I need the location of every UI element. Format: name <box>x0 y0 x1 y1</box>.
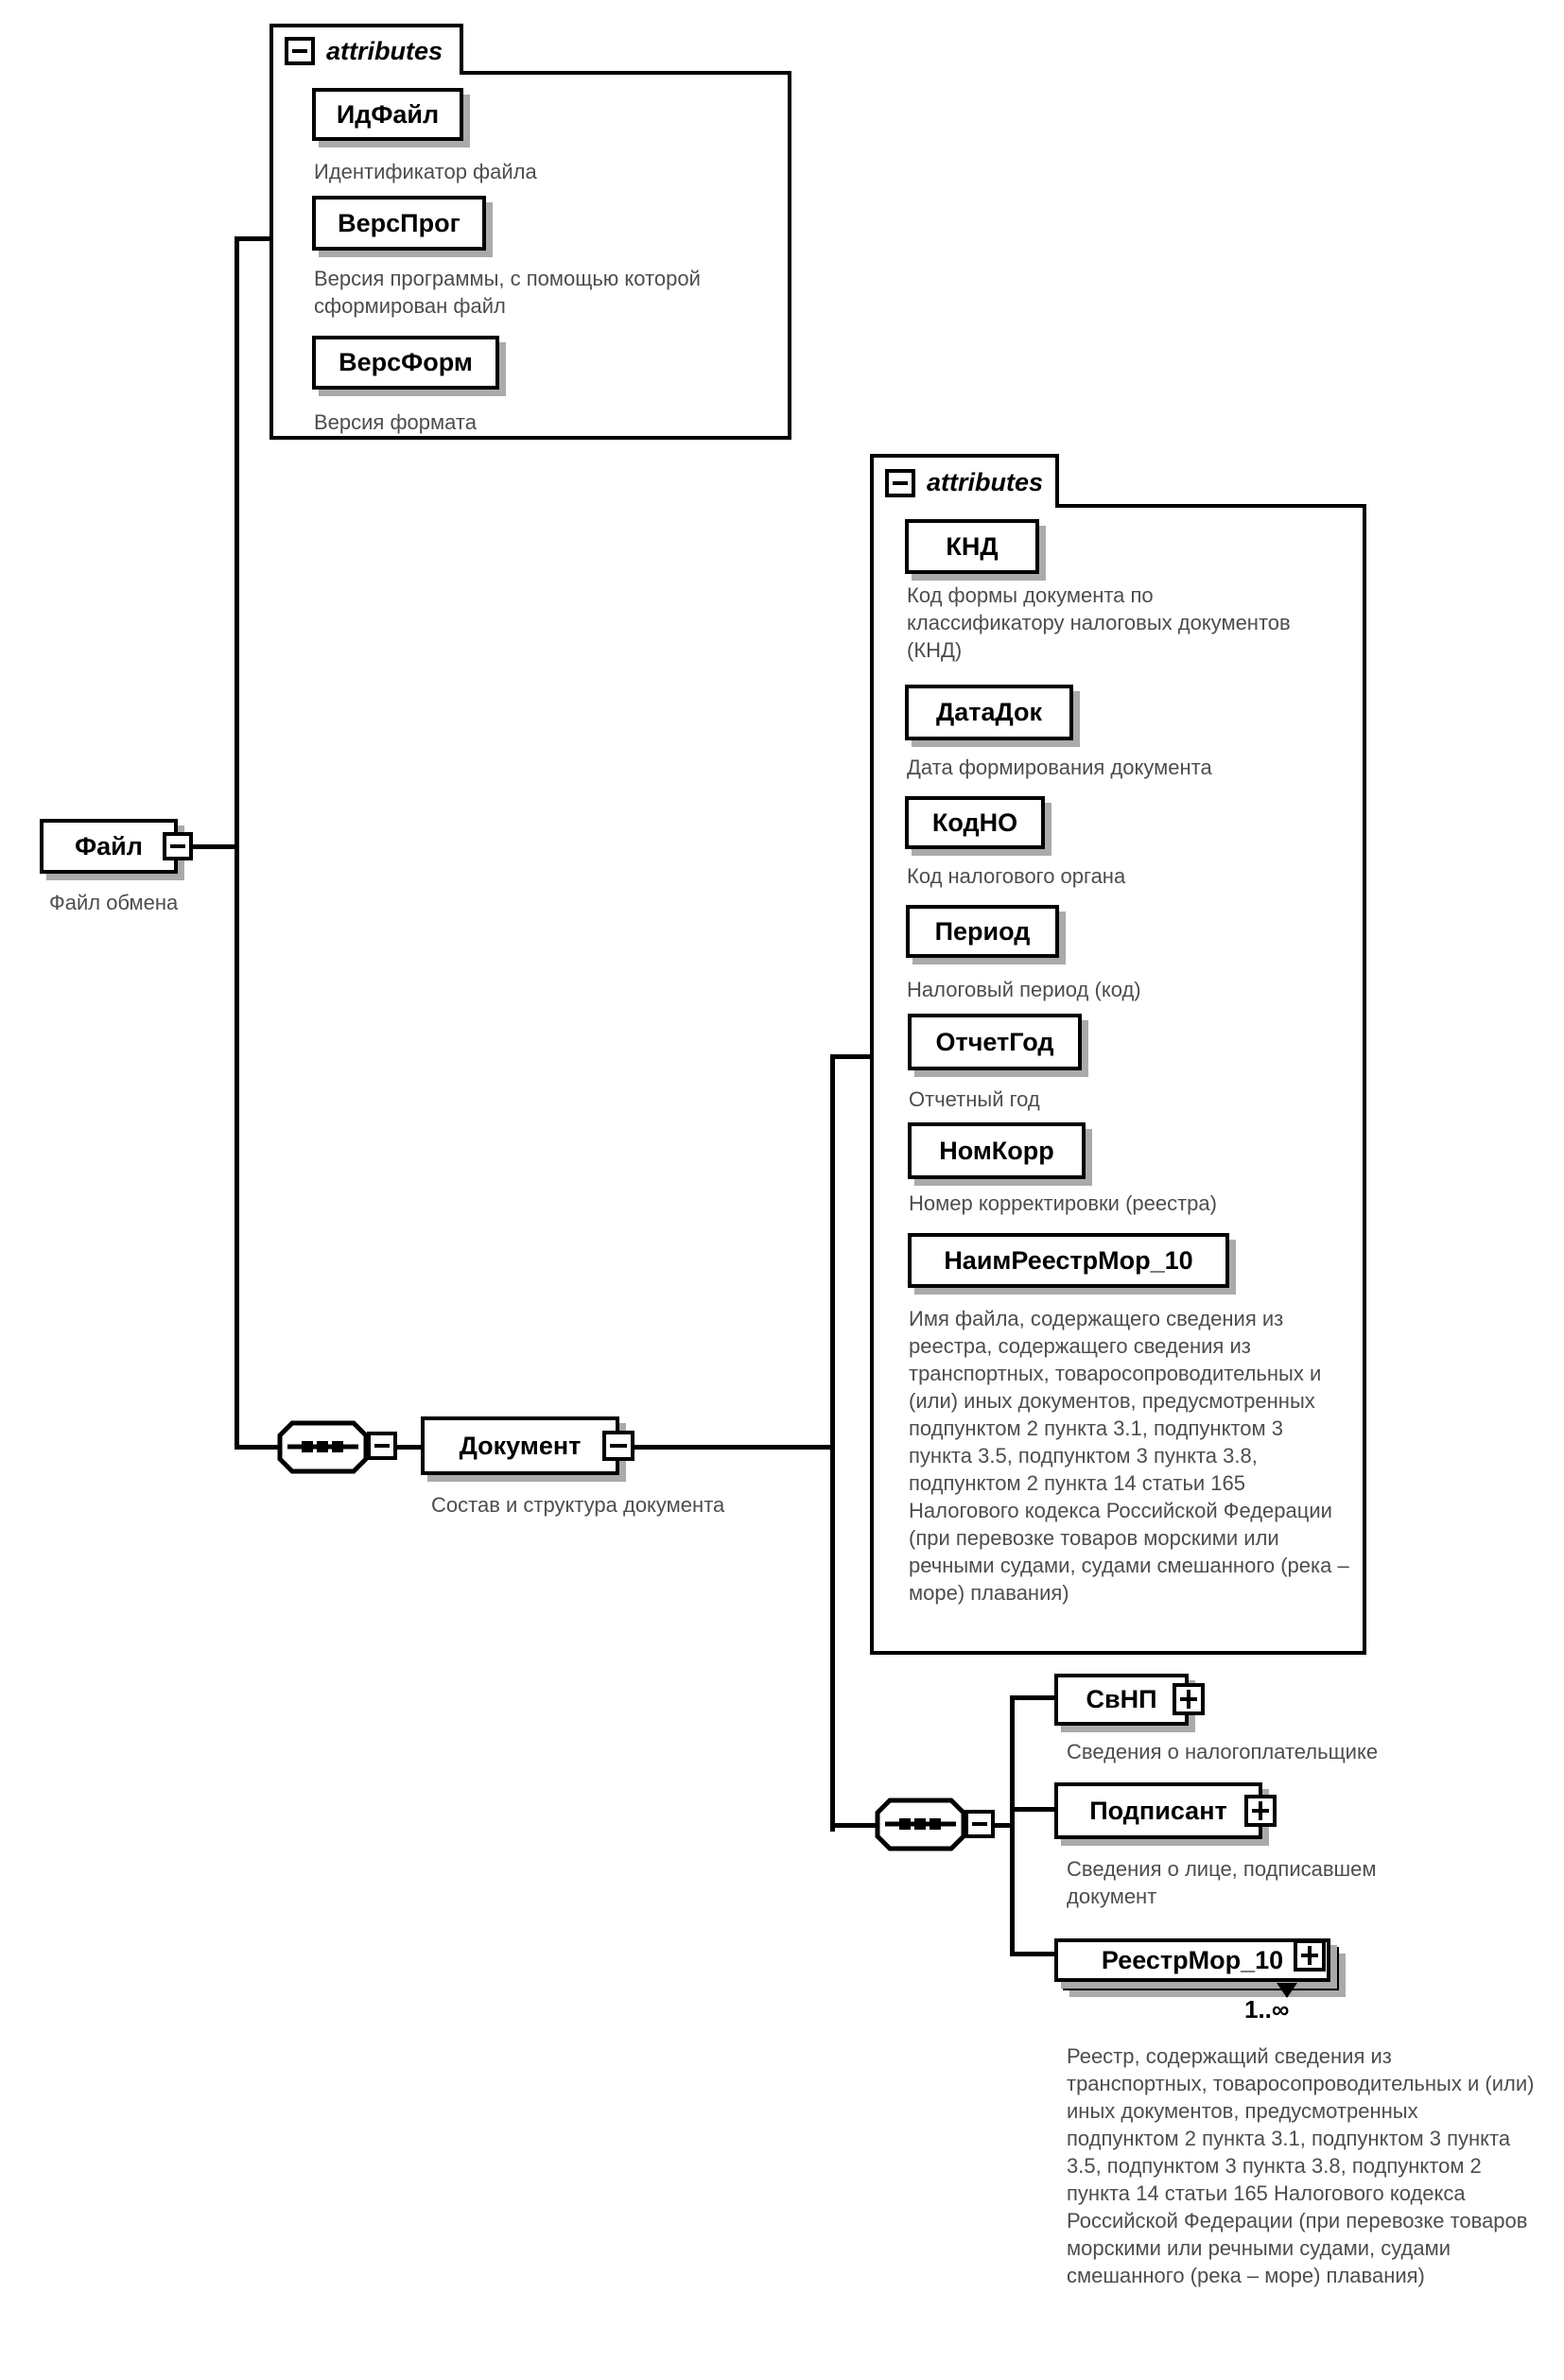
sequence-collapse-icon[interactable] <box>964 1810 995 1838</box>
attribute-label: НаимРеестрМор_10 <box>944 1245 1193 1275</box>
element-reestrmor-expand-icon[interactable] <box>1294 1939 1326 1972</box>
attribute-otchetgod-desc: Отчетный год <box>909 1087 1040 1111</box>
element-podpisant-desc: Сведения о лице, подписавшем документ <box>1067 1857 1377 1908</box>
attributes-header: attributes <box>927 468 1044 496</box>
element-svnp[interactable] <box>1054 1674 1189 1726</box>
element-document-collapse-icon[interactable] <box>602 1431 634 1461</box>
attribute-nomkorr[interactable] <box>908 1122 1086 1179</box>
connector-line <box>1010 1807 1056 1812</box>
connector-line <box>235 1445 279 1450</box>
attribute-period-desc: Налоговый период (код) <box>907 978 1141 1001</box>
attribute-knd[interactable] <box>905 519 1039 574</box>
attribute-label: КНД <box>946 531 999 561</box>
element-svnp-desc: Сведения о налогоплательщике <box>1067 1740 1379 1763</box>
attribute-label: ДатаДок <box>935 698 1043 726</box>
connector-line <box>830 1054 873 1059</box>
occurrence-label: 1..∞ <box>1244 1995 1290 2024</box>
attribute-label: ВерсФорм <box>339 348 473 376</box>
attribute-idfajl-desc: Идентификатор файла <box>314 160 537 183</box>
connector-line <box>633 1445 834 1450</box>
element-label: Документ <box>459 1431 582 1460</box>
element-label: СвНП <box>1086 1685 1157 1713</box>
connector-line <box>235 236 239 1450</box>
attribute-versprog[interactable] <box>312 196 486 251</box>
attribute-nomkorr-desc: Номер корректировки (реестра) <box>909 1191 1217 1215</box>
element-file[interactable] <box>40 819 178 874</box>
element-file-desc: Файл обмена <box>49 891 179 914</box>
element-document-desc: Состав и структура документа <box>431 1493 725 1517</box>
element-file-collapse-icon[interactable] <box>163 832 193 860</box>
connector-line <box>1010 1952 1056 1956</box>
attribute-label: ВерсПрог <box>338 208 461 237</box>
connector-line <box>830 1823 877 1828</box>
element-svnp-expand-icon[interactable] <box>1173 1683 1205 1715</box>
connector-line <box>830 1054 835 1832</box>
attribute-datadok-desc: Дата формирования документа <box>907 756 1212 779</box>
document-attributes-tab <box>870 454 1059 508</box>
sequence-connector-icon[interactable] <box>277 1420 369 1474</box>
element-reestrmor[interactable] <box>1054 1938 1330 1982</box>
attribute-datadok[interactable] <box>905 685 1073 740</box>
connector-line <box>235 236 272 241</box>
attribute-label: ИдФайл <box>336 99 440 129</box>
element-label: Файл <box>75 831 143 860</box>
attribute-naimreestrmor[interactable] <box>908 1233 1229 1288</box>
attribute-idfajl[interactable] <box>312 88 463 141</box>
connector-line <box>191 844 238 849</box>
element-reestrmor-desc: Реестр, содержащий сведения из транспортных, товаросопроводительных и (или) иных документов, предусмотренных подпунктом 2 пункта 3.1, подпунктом 3 пункта 3.5, подпунктом 3 пункта 3.8, подпунктом 2 пункта 14 статьи 165 Налогового кодекса Российской Федерации (при перевозке товаров морскими или речными судами, судами смешанного (река – море) плавания) <box>1067 2044 1535 2287</box>
attribute-label: НомКорр <box>939 1136 1054 1165</box>
element-document[interactable] <box>421 1416 619 1475</box>
collapse-minus-icon[interactable] <box>285 37 315 65</box>
element-label: РеестрМор_10 <box>1101 1945 1284 1974</box>
attribute-otchetgod[interactable] <box>908 1014 1082 1070</box>
sequence-connector-icon[interactable] <box>875 1798 966 1851</box>
attribute-label: ОтчетГод <box>935 1027 1054 1056</box>
attributes-header: attributes <box>326 36 443 65</box>
attribute-knd-desc: Код формы документа по классификатору налоговых документов (КНД) <box>907 583 1291 662</box>
connector-line <box>1010 1695 1015 1956</box>
attribute-naimreestrmor-desc: Имя файла, содержащего сведения из реестра, содержащего сведения из транспортных, товаросопроводительных и (или) иных документов, предусмотренных подпунктом 2 пункта 3.1, подпунктом 3 пункта 3.5, подпунктом 3 пункта 3.8, подпунктом 2 пункта 14 статьи 165 Налогового кодекса Российской Федерации (при перевозке товаров морскими или речными судами, судами смешанного (река – море) плавания) <box>909 1307 1349 1605</box>
element-podpisant-expand-icon[interactable] <box>1244 1795 1277 1827</box>
connector-line <box>1010 1695 1056 1700</box>
element-podpisant[interactable] <box>1054 1782 1262 1839</box>
sequence-collapse-icon[interactable] <box>367 1432 397 1460</box>
attribute-period[interactable] <box>906 905 1059 958</box>
attribute-kodno-desc: Код налогового органа <box>907 864 1126 888</box>
attribute-label: Период <box>934 916 1031 946</box>
attribute-versform-desc: Версия формата <box>314 410 477 434</box>
attribute-versform[interactable] <box>312 336 499 390</box>
repeat-marker-icon <box>1277 1983 1297 1998</box>
attribute-label: КодНО <box>931 808 1018 837</box>
connector-line <box>397 1445 423 1450</box>
element-label: Подписант <box>1089 1796 1227 1825</box>
attribute-versprog-desc: Версия программы, с помощью которой сформирован файл <box>314 267 701 318</box>
attribute-kodno[interactable] <box>905 796 1045 849</box>
file-attributes-tab <box>269 24 463 75</box>
collapse-minus-icon[interactable] <box>885 469 915 497</box>
